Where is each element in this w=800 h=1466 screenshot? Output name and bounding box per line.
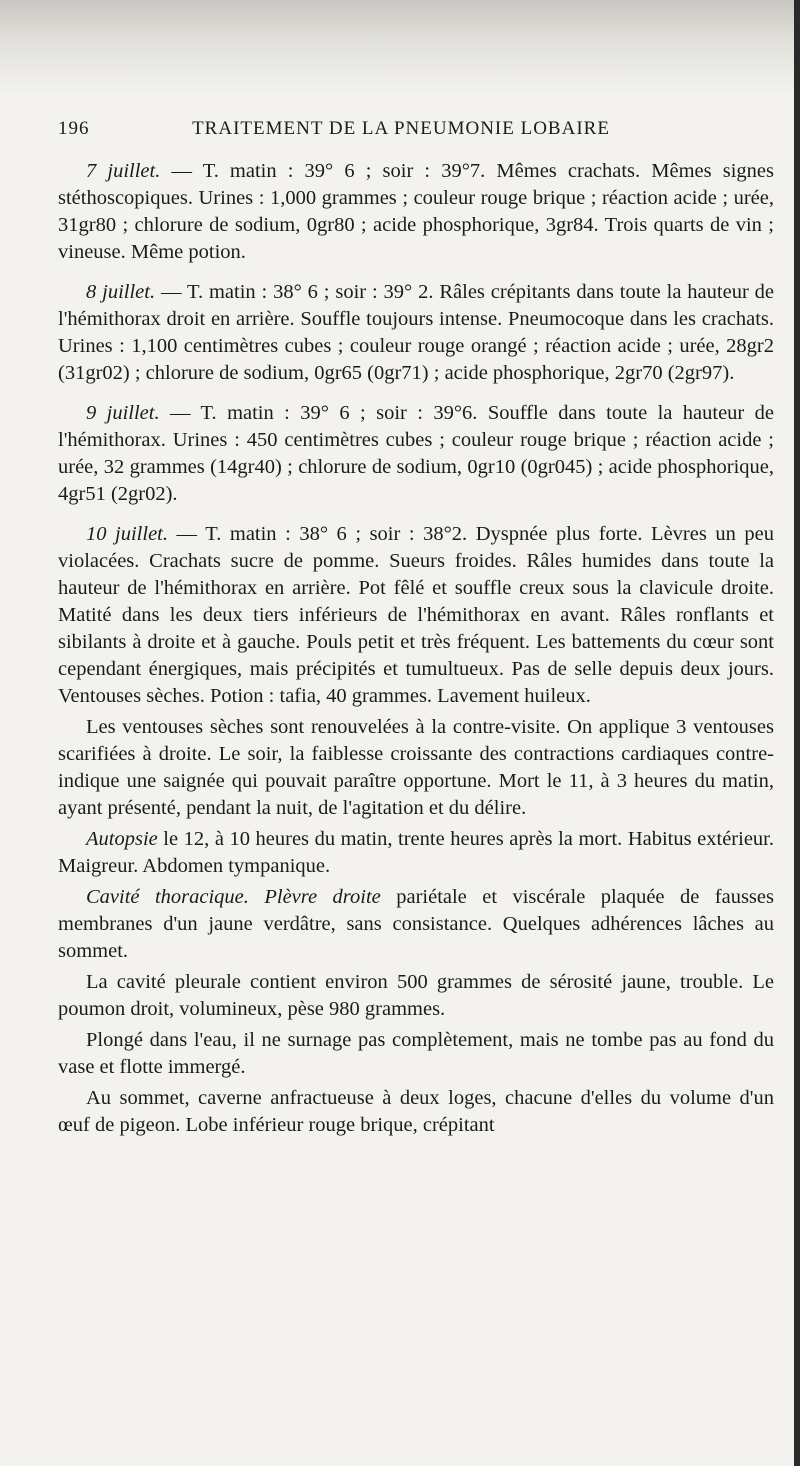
paragraph-10-juillet xyxy=(58,521,774,710)
paragraph-8-juillet xyxy=(58,279,774,387)
paragraph-text: Plongé dans l'eau, il ne surnage pas complètement, mais ne tombe pas au fond du vase et flotte immergé. xyxy=(58,1029,774,1078)
paragraph-7-juillet xyxy=(58,158,774,266)
section-label: Autopsie xyxy=(86,828,158,850)
paragraph-autopsie xyxy=(58,826,774,880)
paragraph-text: le 12, à 10 heures du matin, trente heures après la mort. Habitus extérieur. Maigreur. Abdomen tympanique. xyxy=(58,828,774,877)
date-label: 9 juillet. xyxy=(86,402,160,424)
date-label: 10 juillet. xyxy=(86,523,168,545)
scan-shadow xyxy=(0,0,800,95)
paragraph-text: La cavité pleurale contient environ 500 grammes de sérosité jaune, trouble. Le poumon droit, volumineux, pèse 980 grammes. xyxy=(58,971,774,1020)
paragraph-text: — T. matin : 39° 6 ; soir : 39°6. Souffle dans toute la hauteur de l'hémithorax. Urines : 450 centimètres cubes ; couleur rouge brique ; réaction acide ; urée, 32 grammes (14gr40) ; chlorure de sodium, 0gr10 (0gr045) ; acide phosphorique, 4gr51 (2gr02). xyxy=(58,402,774,505)
running-title: TRAITEMENT DE LA PNEUMONIE LOBAIRE xyxy=(192,118,610,139)
paragraph-cavite-pleurale xyxy=(58,969,774,1023)
paragraph-9-juillet xyxy=(58,400,774,508)
paragraph-cavite-thoracique xyxy=(58,884,774,965)
body-text xyxy=(58,158,774,1139)
paragraph-text: Au sommet, caverne anfractueuse à deux loges, chacune d'elles du volume d'un œuf de pigeon. Lobe inférieur rouge brique, crépitant xyxy=(58,1087,774,1136)
paragraph-contre-visite xyxy=(58,714,774,822)
paragraph-plonge xyxy=(58,1027,774,1081)
paragraph-text: — T. matin : 39° 6 ; soir : 39°7. Mêmes crachats. Mêmes signes stéthoscopiques. Urines : 1,000 grammes ; couleur rouge brique ; réaction acide ; urée, 31gr80 ; chlorure de sodium, 0gr80 ; acide phosphorique, 3gr84. Trois quarts de vin ; vineuse. Même potion. xyxy=(58,160,774,263)
paragraph-text: pariétale et viscérale plaquée de fausses membranes d'un jaune verdâtre, sans consistance. Quelques adhérences lâches au sommet. xyxy=(58,886,774,962)
date-label: 7 juillet. xyxy=(86,160,161,182)
date-label: 8 juillet. xyxy=(86,281,156,303)
page-number: 196 xyxy=(58,118,90,139)
paragraph-text: — T. matin : 38° 6 ; soir : 38°2. Dyspnée plus forte. Lèvres un peu violacées. Crachats sucre de pomme. Sueurs froides. Râles humides dans toute la hauteur de l'hémithorax en arrière. Pot fêlé et souffle creux sous la clavicule droite. Matité dans les deux tiers inférieurs de l'hémithorax en avant. Râles ronflants et sibilants à droite et à gauche. Pouls petit et très fréquent. Les battements du cœur sont cependant énergiques, mais précipités et tumultueux. Pas de selle depuis deux jours. Ventouses sèches. Potion : tafia, 40 grammes. Lavement huileux. xyxy=(58,523,775,707)
paragraph-text: — T. matin : 38° 6 ; soir : 39° 2. Râles crépitants dans toute la hauteur de l'hémithorax droit en arrière. Souffle toujours intense. Pneumocoque dans les crachats. Urines : 1,100 centimètres cubes ; couleur rouge orangé ; réaction acide ; urée, 28gr2 (31gr02) ; chlorure de sodium, 0gr65 (0gr71) ; acide phosphorique, 2gr70 (2gr97). xyxy=(58,281,774,384)
book-page xyxy=(58,118,774,1139)
paragraph-text: Les ventouses sèches sont renouvelées à la contre-visite. On applique 3 ventouses scarifiées à droite. Le soir, la faiblesse croissante des contractions cardiaques contre-indique une saignée qui pouvait paraître opportune. Mort le 11, à 3 heures du matin, ayant présenté, pendant la nuit, de l'agitation et du délire. xyxy=(58,716,774,819)
page-header xyxy=(58,118,774,158)
scan-edge xyxy=(794,0,800,1466)
section-label: Cavité thoracique. Plèvre droite xyxy=(86,886,381,908)
paragraph-sommet xyxy=(58,1085,774,1139)
